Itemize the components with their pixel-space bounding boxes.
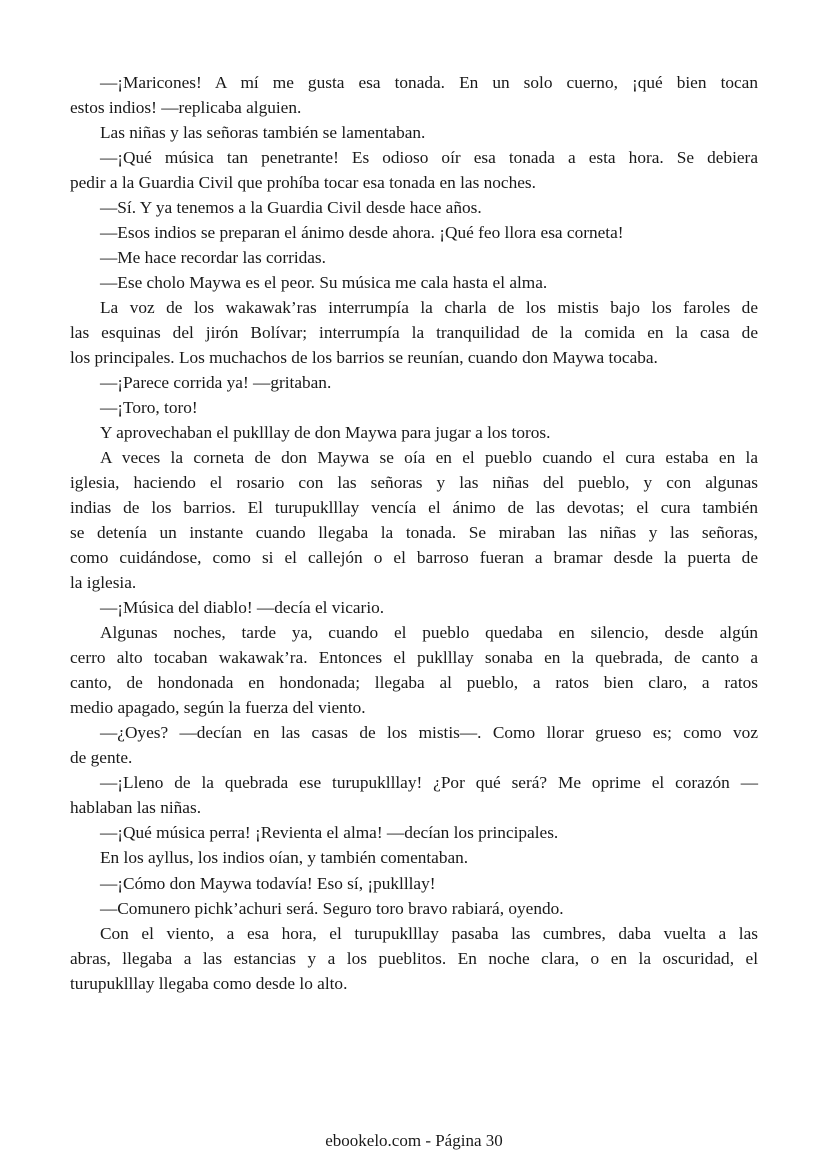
text-line: pedir a la Guardia Civil que prohíba tocar esa tonada en las noches. bbox=[70, 173, 536, 193]
text-line: la iglesia. bbox=[70, 573, 137, 593]
text-line: —Sí. Y ya tenemos a la Guardia Civil desde hace años. bbox=[100, 198, 482, 218]
paragraph bbox=[70, 896, 758, 921]
text-line: turupuklllay llegaba como desde lo alto. bbox=[70, 973, 348, 993]
paragraph bbox=[70, 445, 758, 595]
text-line: estos indios! —replicaba alguien. bbox=[70, 98, 302, 118]
text-line: las esquinas del jirón Bolívar; interrumpía la tranquilidad de la comida en la casa de bbox=[70, 323, 758, 343]
text-line: En los ayllus, los indios oían, y también comentaban. bbox=[100, 848, 469, 868]
paragraph bbox=[70, 820, 758, 845]
text-line: de gente. bbox=[70, 748, 133, 768]
paragraph bbox=[70, 145, 758, 195]
text-line: Y aprovechaban el puklllay de don Maywa para jugar a los toros. bbox=[100, 423, 551, 443]
paragraph bbox=[70, 70, 758, 120]
text-line: hablaban las niñas. bbox=[70, 798, 202, 818]
text-line: —¡Lleno de la quebrada ese turupuklllay! ¿Por qué será? Me oprime el corazón — bbox=[100, 773, 758, 793]
paragraph bbox=[70, 595, 758, 620]
paragraph bbox=[70, 871, 758, 896]
page-body bbox=[70, 70, 758, 996]
text-line: Con el viento, a esa hora, el turupuklllay pasaba las cumbres, daba vuelta a las bbox=[100, 923, 758, 943]
text-line: canto, de hondonada en hondonada; llegaba al pueblo, a ratos bien claro, a ratos bbox=[70, 673, 758, 693]
text-line: abras, llegaba a las estancias y a los pueblitos. En noche clara, o en la oscuridad, el bbox=[70, 948, 758, 968]
paragraph bbox=[70, 245, 758, 270]
text-line: A veces la corneta de don Maywa se oía en el pueblo cuando el cura estaba en la bbox=[100, 448, 758, 468]
paragraph bbox=[70, 120, 758, 145]
text-line: iglesia, haciendo el rosario con las señoras y las niñas del pueblo, y con algunas bbox=[70, 473, 758, 493]
text-line: —¡Cómo don Maywa todavía! Eso sí, ¡puklllay! bbox=[100, 873, 436, 893]
text-line: —Comunero pichk’achuri será. Seguro toro bravo rabiará, oyendo. bbox=[100, 898, 564, 918]
paragraph bbox=[70, 770, 758, 820]
text-line: —¡Qué música perra! ¡Revienta el alma! —decían los principales. bbox=[100, 823, 559, 843]
text-line: indias de los barrios. El turupuklllay vencía el ánimo de las devotas; el cura también bbox=[70, 498, 758, 518]
text-line: cerro alto tocaban wakawak’ra. Entonces el puklllay sonaba en la quebrada, de canto a bbox=[70, 648, 758, 668]
text-line: —¡Maricones! A mí me gusta esa tonada. En un solo cuerno, ¡qué bien tocan bbox=[100, 73, 758, 92]
paragraph bbox=[70, 921, 758, 996]
paragraph bbox=[70, 195, 758, 220]
text-line: —¿Oyes? —decían en las casas de los mistis—. Como llorar grueso es; como voz bbox=[100, 723, 758, 743]
paragraph bbox=[70, 270, 758, 295]
page-footer: ebookelo.com - Página 30 bbox=[325, 1131, 503, 1150]
text-line: Las niñas y las señoras también se lamentaban. bbox=[100, 123, 426, 143]
text-line: como cuidándose, como si el callejón o el barroso fueran a bramar desde la puerta de bbox=[70, 548, 758, 568]
paragraph bbox=[70, 370, 758, 395]
paragraph bbox=[70, 720, 758, 770]
text-line: —¡Música del diablo! —decía el vicario. bbox=[100, 598, 385, 618]
text-line: —Ese cholo Maywa es el peor. Su música me cala hasta el alma. bbox=[100, 273, 548, 293]
paragraph bbox=[70, 295, 758, 370]
paragraph bbox=[70, 220, 758, 245]
paragraph bbox=[70, 620, 758, 720]
text-line: —¡Parece corrida ya! —gritaban. bbox=[100, 373, 332, 393]
text-line: —¡Toro, toro! bbox=[100, 398, 198, 418]
paragraph bbox=[70, 420, 758, 445]
text-line: —Esos indios se preparan el ánimo desde ahora. ¡Qué feo llora esa corneta! bbox=[100, 223, 624, 243]
text-line: los principales. Los muchachos de los barrios se reunían, cuando don Maywa tocaba. bbox=[70, 348, 658, 368]
text-line: medio apagado, según la fuerza del viento. bbox=[70, 698, 366, 718]
paragraph bbox=[70, 395, 758, 420]
text-line: La voz de los wakawak’ras interrumpía la charla de los mistis bajo los faroles de bbox=[100, 298, 758, 318]
text-line: —Me hace recordar las corridas. bbox=[100, 248, 326, 268]
text-line: Algunas noches, tarde ya, cuando el pueblo quedaba en silencio, desde algún bbox=[100, 623, 758, 643]
text-line: —¡Qué música tan penetrante! Es odioso oír esa tonada a esta hora. Se debiera bbox=[100, 148, 758, 168]
text-line: se detenía un instante cuando llegaba la tonada. Se miraban las niñas y las señoras, bbox=[70, 523, 758, 543]
paragraph bbox=[70, 845, 758, 870]
